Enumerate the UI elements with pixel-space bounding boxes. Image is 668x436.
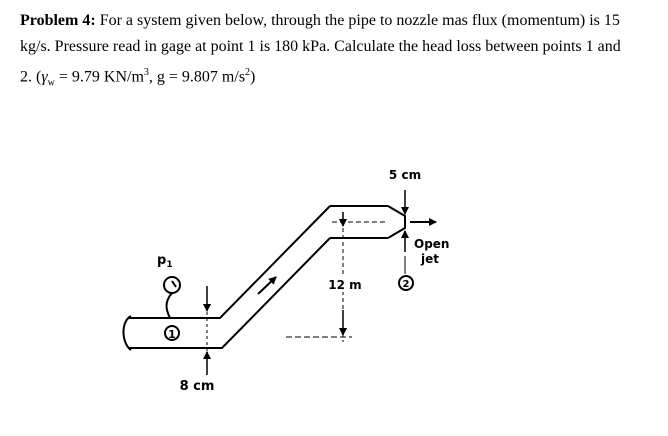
- diameter-1-label: 8 cm: [179, 379, 215, 394]
- gauge-label-p: p: [157, 253, 167, 268]
- gauge-needle: [172, 281, 176, 287]
- problem-line-2: kg/s. Pressure read in gage at point 1 is 180 kPa. Calculate the head loss between points 1 and: [20, 38, 621, 55]
- pipe-left-end: [123, 316, 131, 350]
- gamma-value: = 9.79 KN/m: [54, 68, 144, 86]
- pressure-gauge: [164, 277, 180, 318]
- problem-text-1: For a system given below, through the pipe to nozzle mas flux (momentum) is 15: [95, 12, 620, 29]
- gauge-label-sub: 1: [166, 260, 173, 270]
- problem-label: Problem 4:: [20, 12, 96, 29]
- gauge-label: [157, 253, 173, 270]
- given-close: ): [250, 68, 256, 86]
- nozzle: [388, 206, 405, 238]
- square-exponent: 2: [245, 67, 251, 78]
- flow-direction-arrow: [258, 277, 276, 294]
- gamma-symbol: γ: [41, 68, 48, 86]
- cube-exponent: 3: [143, 67, 149, 78]
- diameter-2-label: 5 cm: [388, 168, 422, 182]
- jet-label-line2: jet: [421, 252, 439, 266]
- point-2-label: 2: [402, 279, 410, 290]
- point-1-label: 1: [168, 328, 176, 341]
- gravity-value: , g = 9.807 m/s: [148, 68, 246, 86]
- given-open: 2. (: [20, 68, 42, 86]
- gauge-stem: [167, 293, 173, 318]
- gauge-dial: [164, 277, 180, 293]
- gamma-subscript: w: [47, 77, 55, 89]
- jet-label-line1: Open: [414, 237, 450, 251]
- height-label: 12 m: [328, 278, 362, 292]
